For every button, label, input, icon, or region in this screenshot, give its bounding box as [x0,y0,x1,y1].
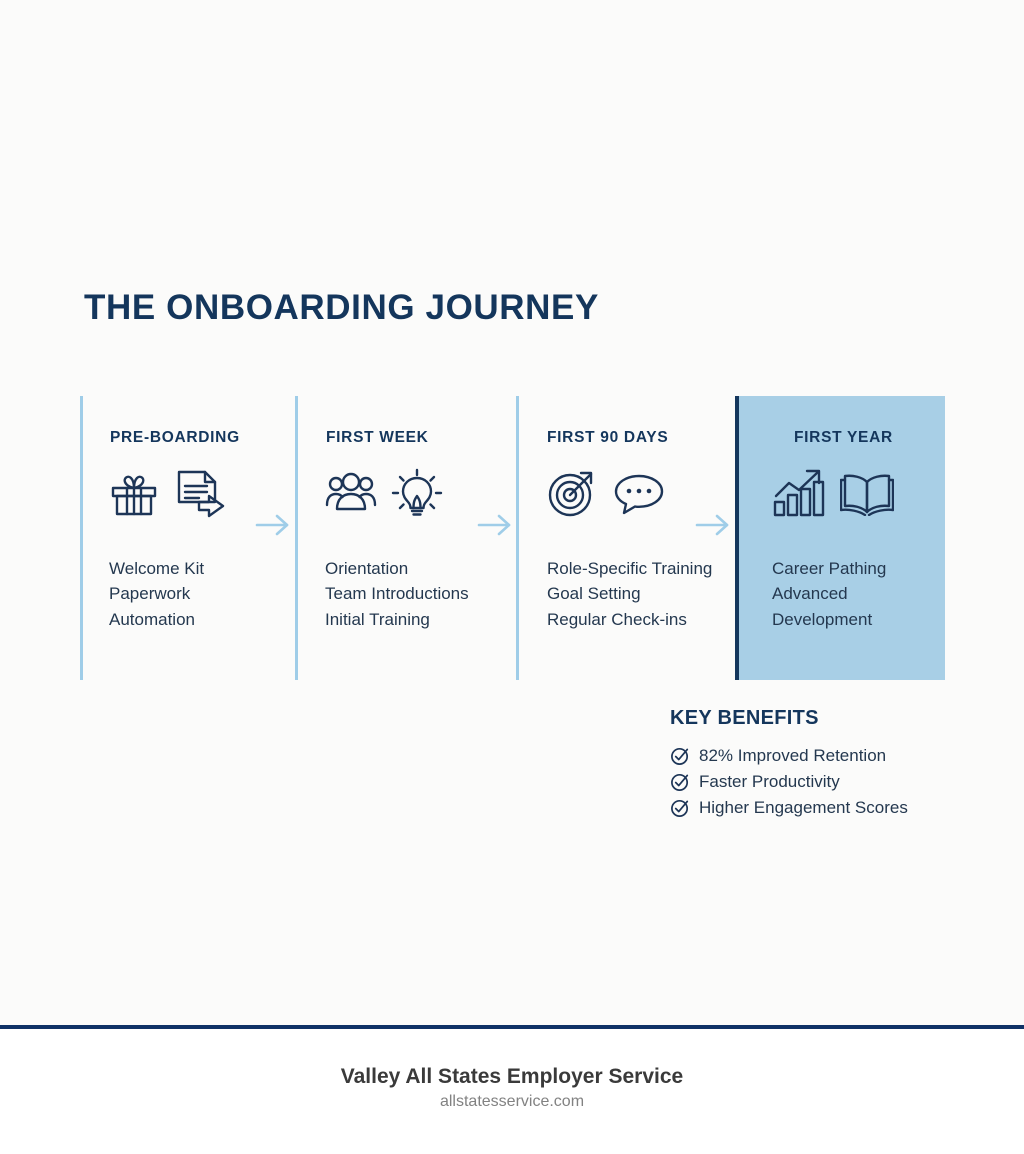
benefit-item [670,743,970,769]
check-circle-icon [670,798,690,818]
benefit-text: 82% Improved Retention [699,746,887,765]
benefit-item [670,769,970,795]
stage-item: Development [772,609,873,629]
stage-item: Regular Check-ins [547,609,687,629]
stage-items [325,556,469,632]
stage-item: Advanced [772,584,848,604]
benefit-text: Faster Productivity [699,772,840,791]
stage-item: Automation [109,609,195,629]
arrow-right-icon [695,511,733,539]
stage-icon-group [325,468,443,520]
benefit-text: Higher Engagement Scores [699,798,908,817]
stage-icon-group [772,468,894,518]
page-title: THE ONBOARDING JOURNEY [84,288,599,327]
stage-item: Role-Specific Training [547,559,713,578]
people-group-icon [325,471,377,517]
footer [0,1029,1024,1154]
stage-label: PRE-BOARDING [110,429,240,446]
stage-items [547,556,712,632]
growth-chart-icon [772,468,826,518]
gift-icon [109,470,159,518]
key-benefits-section [670,707,970,821]
stage-icon-group [109,468,225,520]
key-benefits-title: KEY BENEFITS [670,707,819,729]
document-arrow-icon [173,468,225,520]
stage-item: Welcome Kit [109,559,205,578]
stage-first-year[interactable] [735,396,945,680]
stage-items [772,556,886,632]
target-arrow-icon [547,468,599,518]
lightbulb-icon [391,468,443,520]
stage-item: Initial Training [325,609,430,629]
check-circle-icon [670,746,690,766]
arrow-right-icon [255,511,293,539]
stage-label: FIRST YEAR [794,429,893,446]
stage-label: FIRST WEEK [326,429,429,446]
stage-items [109,556,204,632]
stage-item: Goal Setting [547,584,641,604]
benefit-item [670,795,970,821]
stage-item: Team Introductions [325,584,469,604]
stage-item: Career Pathing [772,559,887,578]
speech-bubble-icon [613,470,665,516]
check-circle-icon [670,772,690,792]
arrow-right-icon [477,511,515,539]
open-book-icon [840,470,894,516]
footer-website: allstatesservice.com [439,1093,585,1110]
journey-timeline [80,396,945,680]
stage-item: Paperwork [109,584,191,604]
stage-icon-group [547,468,665,518]
stage-label: FIRST 90 DAYS [547,429,669,446]
stage-item: Orientation [325,559,409,578]
footer-company-name: Valley All States Employer Service [340,1065,684,1088]
